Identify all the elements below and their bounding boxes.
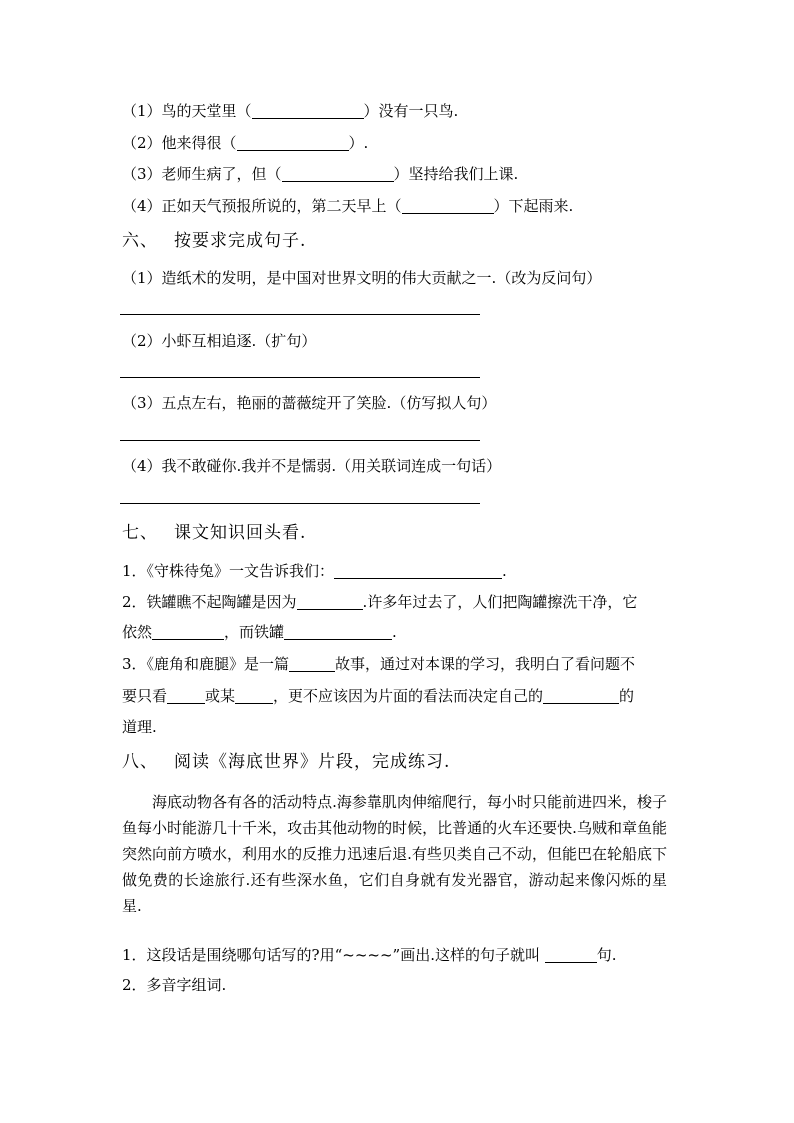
answer-blank[interactable] (402, 198, 494, 214)
question-7-3: 3．《鹿角和鹿腿》是一篇 故事，通过对本课的学习，我明白了看问题不 (122, 655, 636, 673)
answer-blank[interactable] (235, 688, 273, 704)
fill-item-4: （4）正如天气预报所说的，第二天早上（ ）下起雨来. (122, 197, 574, 215)
question-7-2: 2．铁罐瞧不起陶罐是因为 .许多年过去了，人们把陶罐擦洗干净，它 (122, 593, 638, 611)
answer-blank[interactable] (297, 594, 363, 610)
answer-line[interactable] (120, 503, 480, 504)
answer-blank[interactable] (252, 103, 364, 119)
answer-blank[interactable] (545, 947, 597, 963)
answer-line[interactable] (120, 314, 480, 315)
answer-blank[interactable] (284, 624, 392, 640)
question-6-4: （4）我不敢碰你.我并不是懦弱.（用关联词连成一句话） (122, 457, 502, 475)
answer-line[interactable] (120, 440, 480, 441)
section-heading-6: 六、 按要求完成句子. (122, 231, 307, 251)
fill-item-3: （3）老师生病了，但（ ）坚持给我们上课. (122, 165, 519, 183)
fill-item-1: （1）鸟的天堂里（ ）没有一只鸟. (122, 102, 459, 120)
reading-passage: 海底动物各有各的活动特点.海参靠肌肉伸缩爬行，每小时只能前进四米，梭子鱼每小时能游几十千米，攻击其他动物的时候，比普通的火车还要快.乌贼和章鱼能突然向前方喷水，利用水的反推力迅速后退.有些贝类自己不动，但能巴在轮船底下做免费的长途旅行.还有些深水鱼，它们自身就有发光器官，游动起来像闪烁的星星. (122, 793, 667, 915)
answer-line[interactable] (120, 377, 480, 378)
section-heading-8: 八、 阅读《海底世界》片段，完成练习. (122, 752, 451, 772)
answer-blank[interactable] (334, 563, 502, 579)
question-8-2: 2．多音字组词. (122, 976, 227, 994)
answer-blank[interactable] (543, 688, 619, 704)
question-6-2: （2）小虾互相追逐.（扩句） (122, 332, 317, 350)
question-6-1: （1）造纸术的发明，是中国对世界文明的伟大贡献之一.（改为反问句） (122, 269, 602, 287)
answer-blank[interactable] (152, 624, 224, 640)
answer-blank[interactable] (237, 135, 349, 151)
question-8-1: 1．这段话是围绕哪句话写的?用“~~~~”画出.这样的句子就叫 句. (122, 946, 617, 964)
question-6-3: （3）五点左右，艳丽的蔷薇绽开了笑脸.（仿写拟人句） (122, 394, 497, 412)
answer-blank[interactable] (167, 688, 205, 704)
wavy-underline-mark: ~~~~ (342, 946, 393, 964)
question-7-1: 1．《守株待兔》一文告诉我们： . (122, 562, 507, 580)
fill-item-2: （2）他来得很（ ）. (122, 134, 369, 152)
answer-blank[interactable] (282, 166, 394, 182)
section-heading-7: 七、 课文知识回头看. (122, 523, 307, 543)
question-7-3-end: 道理. (122, 718, 157, 736)
answer-blank[interactable] (289, 656, 335, 672)
question-7-2-cont: 依然 ，而铁罐 . (122, 623, 397, 641)
question-7-3-cont: 要只看 或某 ，更不应该因为片面的看法而决定自己的 的 (122, 687, 635, 705)
